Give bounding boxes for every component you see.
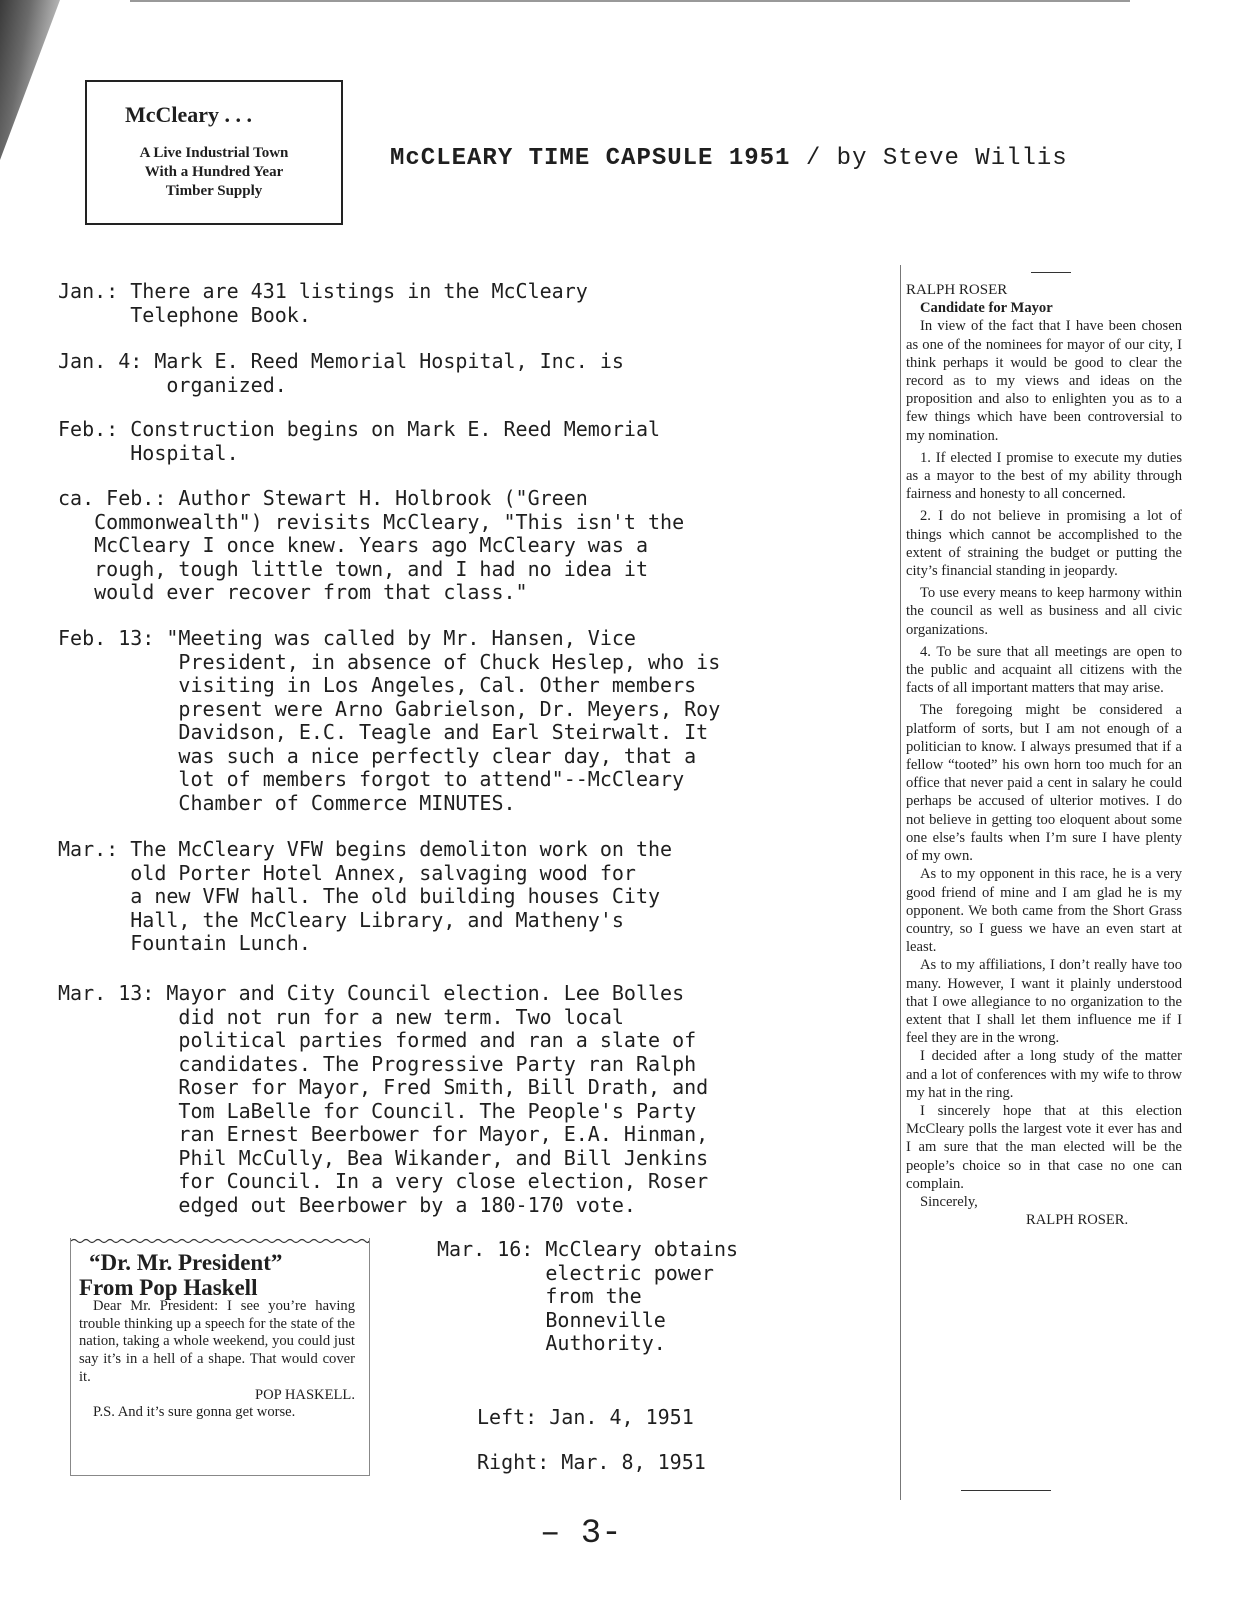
- caption-left: Left: Jan. 4, 1951: [477, 1405, 694, 1429]
- top-edge-line: [130, 0, 1130, 2]
- pop-haskell-headline-2: From Pop Haskell: [79, 1275, 258, 1300]
- headline-byline: / by Steve Willis: [790, 145, 1068, 172]
- rule: [1031, 272, 1071, 273]
- page-number: – 3-: [540, 1515, 622, 1553]
- roser-paragraph: As to my opponent in this race, he is a very good friend of mine and I am glad he is my opponent. We both came from the Short Grass country, so I guess we have an even start at least.: [906, 866, 1182, 956]
- roser-paragraph: In view of the fact that I have been chosen as one of the nominees for mayor of our city, I think perhaps it would be good to clear the record as to my views and ideas on the proposition and also to enlighten you as to a few things which have been controversial to my nomination.: [906, 318, 1182, 444]
- roser-paragraph: I decided after a long study of the matter and a lot of conferences with my wife to throw my hat in the ring.: [906, 1048, 1182, 1101]
- page-curl: [0, 0, 60, 160]
- timeline-entry: Mar. 13: Mayor and City Council election. Lee Bolles did not run for a new term. Two local political parties formed and ran a slate of candidates. The Progressive Party ran Ralph Roser for Mayor, Fred Smith, Bill Drath, and Tom LaBelle for Council. The People's Party ran Ernest Beerbower for Mayor, E.A. Hinman, Phil McCully, Bea Wikander, and Bill Jenkins for Council. In a very close election, Roser edged out Beerbower by a 180-170 vote.: [58, 981, 709, 1217]
- caption-right: Right: Mar. 8, 1951: [477, 1450, 706, 1474]
- roser-paragraph: The foregoing might be considered a platform of sorts, but I am not enough of a politician to know. I always presumed that if a fellow “tooted” his own horn too much for an office that never paid a cent in salary he could perhaps be accused of ulterior motives. I do not believe in getting too eloquent about some one else’s faults when I’m sure I have plenty of my own.: [906, 702, 1182, 865]
- timeline-entry: Feb.: Construction begins on Mark E. Reed Memorial Hospital.: [58, 417, 661, 465]
- timeline-entry-mar16: Mar. 16: McCleary obtains electric power from the Bonneville Authority.: [437, 1237, 739, 1355]
- timeline-entry: Mar.: The McCleary VFW begins demoliton work on the old Porter Hotel Annex, salvaging wood for a new VFW hall. The old building houses City Hall, the McCleary Library, and Matheny's Fountain Lunch.: [58, 837, 673, 955]
- ad-line: With a Hundred Year: [144, 164, 284, 180]
- roser-closing: Sincerely,: [920, 1193, 978, 1210]
- rule: [961, 1490, 1051, 1491]
- roser-paragraph: As to my affiliations, I don’t really have too many. However, I want it plainly understood that I owe allegiance to no organization to the extent that I shall let them influence me if I feel they are in the wrong.: [906, 957, 1182, 1047]
- timeline-entry: Feb. 13: "Meeting was called by Mr. Hansen, Vice President, in absence of Chuck Heslep, who is visiting in Los Angeles, Cal. Other members present were Arno Gabrielson, Dr. Meyers, Roy Davidson, E.C. Teagle and Earl Steirwalt. It was such a nice perfectly clear day, that a lot of members forgot to attend"--McCleary Chamber of Commerce MINUTES.: [58, 626, 721, 815]
- roser-name: RALPH ROSER: [906, 282, 1008, 298]
- pop-haskell-headline-1: “Dr. Mr. President”: [89, 1250, 283, 1275]
- roser-paragraph: 2. I do not believe in promising a lot of things which cannot be accomplished to the extent of straining the budget or putting the city’s financial standing in jeopardy.: [906, 508, 1182, 580]
- mccleary-ad-box: [85, 80, 343, 225]
- timeline-entry: ca. Feb.: Author Stewart H. Holbrook ("Green Commonwealth") revisits McCleary, "This isn't the McCleary I once knew. Years ago McCleary was a rough, tough little town, and I had no idea it would ever recover from that class.": [58, 486, 685, 604]
- timeline-entry: Jan. 4: Mark E. Reed Memorial Hospital, Inc. is organized.: [58, 349, 624, 397]
- page-title: [390, 145, 1068, 172]
- pop-haskell-signature: POP HASKELL.: [254, 1386, 355, 1403]
- pop-haskell-body: [79, 1298, 355, 1422]
- ralph-roser-clipping: [900, 265, 1186, 1500]
- ad-title: McCleary . . .: [125, 102, 253, 127]
- ad-line: A Live Industrial Town: [139, 145, 289, 161]
- pop-haskell-headline: [79, 1250, 282, 1300]
- roser-signature: RALPH ROSER.: [1026, 1212, 1129, 1229]
- roser-subtitle: Candidate for Mayor: [920, 300, 1053, 317]
- wavy-rule: [71, 1238, 369, 1244]
- roser-paragraph: 4. To be sure that all meetings are open to the public and acquaint all citizens with the facts of all important matters that may arise.: [906, 643, 1182, 697]
- roser-paragraph: I sincerely hope that at this election McCleary polls the largest vote it ever has and I am sure that the man elected will be the people’s choice so in that case no one can complain.: [906, 1102, 1182, 1192]
- pop-haskell-letter: Dear Mr. President: I see you’re having trouble thinking up a speech for the state of the nation, taking a whole weekend, you could just say it’s in a hell of a shape. That would cover it.: [79, 1298, 355, 1385]
- headline-title: McCLEARY TIME CAPSULE 1951: [390, 145, 791, 172]
- timeline-entry: Jan.: There are 431 listings in the McCleary Telephone Book.: [58, 279, 588, 327]
- pop-haskell-clipping: [70, 1238, 370, 1476]
- pop-haskell-ps: P.S. And it’s sure gonna get worse.: [93, 1404, 296, 1421]
- roser-paragraph: To use every means to keep harmony within the council as well as business and all civic organizations.: [906, 585, 1182, 638]
- roser-paragraph: 1. If elected I promise to execute my duties as a mayor to the best of my ability through fairness and honesty to all concerned.: [906, 449, 1182, 503]
- ad-line: Timber Supply: [165, 183, 263, 199]
